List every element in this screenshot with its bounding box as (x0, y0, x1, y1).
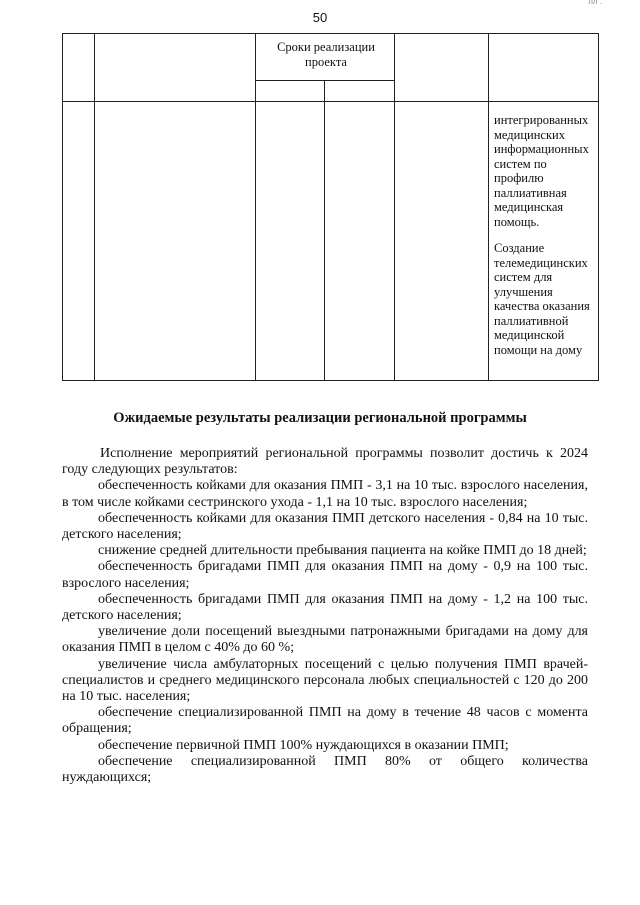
paragraph: снижение средней длительности пребывания пациента на койке ПМП до 18 дней; (98, 543, 587, 559)
table-col-line (255, 33, 256, 381)
corner-mark: лл . (588, 0, 602, 6)
paragraph: увеличение доли посещений выездными патронажными бригадами на дому для оказания ПМП в целом с 40% до 60 %; (62, 624, 588, 656)
table-header-bottom (62, 101, 599, 102)
project-table (62, 33, 598, 381)
table-border-bottom (62, 380, 599, 381)
paragraph: обеспечение специализированной ПМП на дому в течение 48 часов с момента обращения; (62, 705, 588, 737)
page-number: 50 (312, 10, 328, 25)
paragraph: увеличение числа амбулаторных посещений с целью получения ПМП врачей-специалистов и среднего медицинского персонала любых специальностей с 120 до 200 на 10 тыс. населения; (62, 656, 588, 705)
table-col-line (324, 81, 325, 381)
list-item: Создание телемедицинских систем для улучшения качества оказания паллиативной медицинской помощи на дому (494, 241, 590, 357)
paragraph: обеспеченность бригадами ПМП для оказания ПМП на дому - 1,2 на 100 тыс. детского населения; (62, 591, 588, 624)
table-col-line (488, 33, 489, 381)
paragraph: обеспеченность койками для оказания ПМП - 3,1 на 10 тыс. взрослого населения, в том числе койками сестринского ухода - 1,1 на 10 тыс. взрослого населения; (62, 478, 588, 510)
table-border-top (62, 33, 599, 34)
table-border-right (598, 33, 599, 381)
paragraph: обеспечение специализированной ПМП 80% от общего количества нуждающихся; (62, 753, 588, 786)
paragraph: обеспеченность койками для оказания ПМП детского населения - 0,84 на 10 тыс. детского населения; (62, 510, 588, 543)
table-col-line (94, 33, 95, 381)
table-border-left (62, 33, 63, 381)
section-title: Ожидаемые результаты реализации региональной программы (113, 410, 527, 426)
results-cell (494, 113, 598, 369)
list-item: интегрированных медицинских информационных систем по профилю паллиативная медицинская помощь. (494, 113, 589, 229)
results-text (62, 446, 588, 786)
paragraph: Исполнение мероприятий региональной программы позволит достичь к 2024 году следующих результатов: (62, 446, 588, 478)
header-term-cell: Сроки реализации проекта (277, 40, 375, 69)
paragraph: обеспечение первичной ПМП 100% нуждающихся в оказании ПМП; (98, 737, 509, 753)
paragraph: обеспеченность бригадами ПМП для оказания ПМП на дому - 0,9 на 100 тыс. взрослого населения; (62, 559, 588, 591)
table-subheader-line (255, 80, 395, 81)
table-col-line (394, 33, 395, 381)
